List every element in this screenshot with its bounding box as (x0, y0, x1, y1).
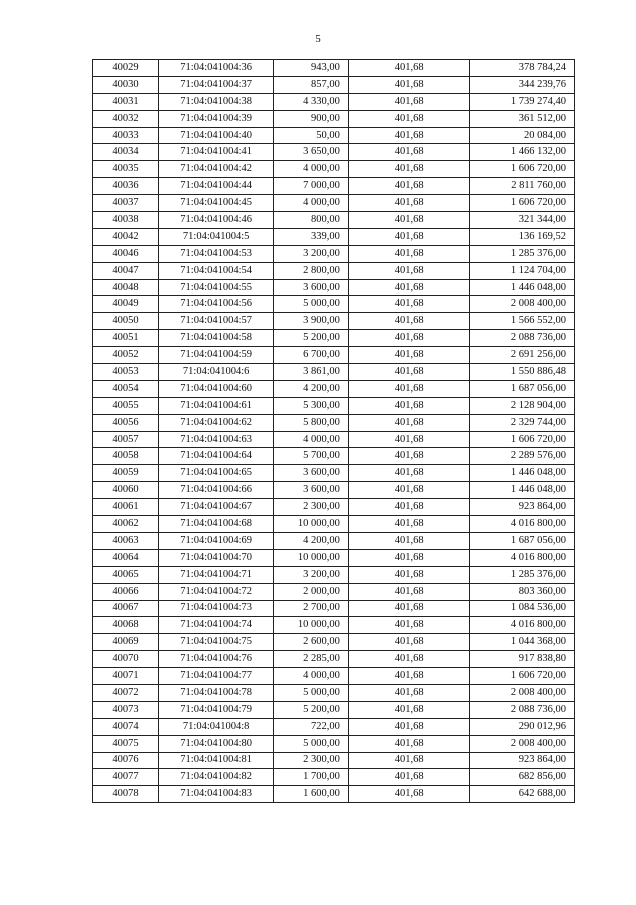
cell-rate: 401,68 (348, 634, 470, 651)
cell-area: 857,00 (274, 76, 349, 93)
cell-cadastral-number: 71:04:041004:79 (159, 701, 274, 718)
cell-area: 800,00 (274, 212, 349, 229)
table-row (93, 262, 575, 279)
table-row (93, 651, 575, 668)
cell-id: 40035 (93, 161, 159, 178)
cell-total: 4 016 800,00 (470, 549, 575, 566)
cell-rate: 401,68 (348, 549, 470, 566)
cell-rate: 401,68 (348, 93, 470, 110)
cell-total: 20 084,00 (470, 127, 575, 144)
table-row (93, 482, 575, 499)
cell-id: 40062 (93, 516, 159, 533)
cell-cadastral-number: 71:04:041004:61 (159, 397, 274, 414)
cell-cadastral-number: 71:04:041004:6 (159, 364, 274, 381)
cell-area: 2 800,00 (274, 262, 349, 279)
cell-total: 923 864,00 (470, 499, 575, 516)
cell-total: 4 016 800,00 (470, 617, 575, 634)
cell-total: 2 329 744,00 (470, 414, 575, 431)
cell-rate: 401,68 (348, 347, 470, 364)
cell-rate: 401,68 (348, 668, 470, 685)
cell-area: 2 700,00 (274, 600, 349, 617)
cell-rate: 401,68 (348, 786, 470, 803)
cell-id: 40056 (93, 414, 159, 431)
cell-rate: 401,68 (348, 296, 470, 313)
cell-id: 40049 (93, 296, 159, 313)
table-row (93, 93, 575, 110)
cell-rate: 401,68 (348, 752, 470, 769)
table-row (93, 684, 575, 701)
cell-cadastral-number: 71:04:041004:8 (159, 718, 274, 735)
cell-id: 40078 (93, 786, 159, 803)
cell-cadastral-number: 71:04:041004:36 (159, 60, 274, 77)
cell-id: 40037 (93, 195, 159, 212)
cell-area: 5 300,00 (274, 397, 349, 414)
cell-area: 4 200,00 (274, 380, 349, 397)
cell-cadastral-number: 71:04:041004:59 (159, 347, 274, 364)
table-row (93, 735, 575, 752)
cell-total: 642 688,00 (470, 786, 575, 803)
cell-total: 1 285 376,00 (470, 245, 575, 262)
cell-area: 2 300,00 (274, 752, 349, 769)
cell-area: 3 900,00 (274, 313, 349, 330)
cell-id: 40076 (93, 752, 159, 769)
cell-id: 40077 (93, 769, 159, 786)
cell-total: 2 088 736,00 (470, 701, 575, 718)
table-row (93, 752, 575, 769)
cell-area: 3 200,00 (274, 245, 349, 262)
table-body (93, 60, 575, 803)
cell-cadastral-number: 71:04:041004:41 (159, 144, 274, 161)
cell-id: 40055 (93, 397, 159, 414)
cell-rate: 401,68 (348, 127, 470, 144)
cell-area: 943,00 (274, 60, 349, 77)
table-row (93, 414, 575, 431)
cell-id: 40033 (93, 127, 159, 144)
cell-total: 321 344,00 (470, 212, 575, 229)
cell-cadastral-number: 71:04:041004:76 (159, 651, 274, 668)
cell-cadastral-number: 71:04:041004:71 (159, 566, 274, 583)
cell-rate: 401,68 (348, 600, 470, 617)
table-row (93, 516, 575, 533)
cell-total: 361 512,00 (470, 110, 575, 127)
cell-rate: 401,68 (348, 482, 470, 499)
cell-id: 40053 (93, 364, 159, 381)
cell-rate: 401,68 (348, 161, 470, 178)
table-row (93, 347, 575, 364)
cell-cadastral-number: 71:04:041004:78 (159, 684, 274, 701)
table-row (93, 144, 575, 161)
cell-cadastral-number: 71:04:041004:54 (159, 262, 274, 279)
cell-total: 1 550 886,48 (470, 364, 575, 381)
cell-area: 2 000,00 (274, 583, 349, 600)
cell-area: 2 300,00 (274, 499, 349, 516)
cell-id: 40050 (93, 313, 159, 330)
cell-rate: 401,68 (348, 262, 470, 279)
cell-cadastral-number: 71:04:041004:67 (159, 499, 274, 516)
cell-rate: 401,68 (348, 245, 470, 262)
cell-area: 5 200,00 (274, 701, 349, 718)
cell-cadastral-number: 71:04:041004:44 (159, 178, 274, 195)
table-row (93, 76, 575, 93)
cell-cadastral-number: 71:04:041004:53 (159, 245, 274, 262)
cell-total: 2 088 736,00 (470, 330, 575, 347)
cell-total: 1 606 720,00 (470, 668, 575, 685)
cell-id: 40063 (93, 532, 159, 549)
table-row (93, 549, 575, 566)
cell-cadastral-number: 71:04:041004:65 (159, 465, 274, 482)
cell-total: 1 566 552,00 (470, 313, 575, 330)
cell-total: 1 606 720,00 (470, 431, 575, 448)
cell-area: 7 000,00 (274, 178, 349, 195)
cell-rate: 401,68 (348, 684, 470, 701)
cell-id: 40073 (93, 701, 159, 718)
cell-total: 1 124 704,00 (470, 262, 575, 279)
cell-id: 40059 (93, 465, 159, 482)
cell-area: 10 000,00 (274, 617, 349, 634)
cell-id: 40038 (93, 212, 159, 229)
cell-area: 3 200,00 (274, 566, 349, 583)
cell-total: 2 289 576,00 (470, 448, 575, 465)
cell-id: 40069 (93, 634, 159, 651)
cell-total: 1 285 376,00 (470, 566, 575, 583)
cell-area: 5 000,00 (274, 735, 349, 752)
table-row (93, 364, 575, 381)
cell-rate: 401,68 (348, 532, 470, 549)
table-row (93, 330, 575, 347)
cell-rate: 401,68 (348, 516, 470, 533)
cell-rate: 401,68 (348, 313, 470, 330)
table-row (93, 212, 575, 229)
cell-cadastral-number: 71:04:041004:70 (159, 549, 274, 566)
cell-id: 40042 (93, 228, 159, 245)
cell-rate: 401,68 (348, 195, 470, 212)
cell-total: 2 811 760,00 (470, 178, 575, 195)
cell-area: 4 000,00 (274, 431, 349, 448)
cell-rate: 401,68 (348, 499, 470, 516)
table-row (93, 465, 575, 482)
cell-id: 40046 (93, 245, 159, 262)
cell-cadastral-number: 71:04:041004:83 (159, 786, 274, 803)
cell-id: 40031 (93, 93, 159, 110)
cell-cadastral-number: 71:04:041004:74 (159, 617, 274, 634)
cell-cadastral-number: 71:04:041004:77 (159, 668, 274, 685)
cell-rate: 401,68 (348, 364, 470, 381)
table-row (93, 228, 575, 245)
cell-total: 136 169,52 (470, 228, 575, 245)
cell-area: 1 600,00 (274, 786, 349, 803)
cell-total: 1 687 056,00 (470, 532, 575, 549)
cell-cadastral-number: 71:04:041004:57 (159, 313, 274, 330)
cell-total: 2 128 904,00 (470, 397, 575, 414)
cell-id: 40071 (93, 668, 159, 685)
cell-area: 2 600,00 (274, 634, 349, 651)
cell-cadastral-number: 71:04:041004:64 (159, 448, 274, 465)
cell-rate: 401,68 (348, 330, 470, 347)
cell-cadastral-number: 71:04:041004:72 (159, 583, 274, 600)
cell-id: 40029 (93, 60, 159, 77)
cell-total: 2 008 400,00 (470, 684, 575, 701)
cell-id: 40048 (93, 279, 159, 296)
cell-total: 4 016 800,00 (470, 516, 575, 533)
table-row (93, 634, 575, 651)
cell-id: 40074 (93, 718, 159, 735)
cell-cadastral-number: 71:04:041004:75 (159, 634, 274, 651)
cell-total: 1 446 048,00 (470, 465, 575, 482)
table-row (93, 245, 575, 262)
cell-rate: 401,68 (348, 769, 470, 786)
cell-rate: 401,68 (348, 651, 470, 668)
cell-rate: 401,68 (348, 397, 470, 414)
table-row (93, 600, 575, 617)
cell-rate: 401,68 (348, 701, 470, 718)
table-row (93, 60, 575, 77)
table-row (93, 110, 575, 127)
cell-rate: 401,68 (348, 212, 470, 229)
cell-area: 4 330,00 (274, 93, 349, 110)
cell-id: 40070 (93, 651, 159, 668)
cell-area: 6 700,00 (274, 347, 349, 364)
cell-cadastral-number: 71:04:041004:69 (159, 532, 274, 549)
cell-area: 1 700,00 (274, 769, 349, 786)
cell-area: 3 861,00 (274, 364, 349, 381)
cell-cadastral-number: 71:04:041004:45 (159, 195, 274, 212)
cell-total: 290 012,96 (470, 718, 575, 735)
table-row (93, 313, 575, 330)
cell-rate: 401,68 (348, 380, 470, 397)
table-row (93, 617, 575, 634)
cell-id: 40030 (93, 76, 159, 93)
cell-total: 2 691 256,00 (470, 347, 575, 364)
cell-cadastral-number: 71:04:041004:46 (159, 212, 274, 229)
cell-total: 1 446 048,00 (470, 279, 575, 296)
table-row (93, 448, 575, 465)
cell-cadastral-number: 71:04:041004:62 (159, 414, 274, 431)
table-row (93, 195, 575, 212)
table-row (93, 769, 575, 786)
cell-area: 722,00 (274, 718, 349, 735)
registry-table (92, 59, 575, 803)
cell-area: 3 600,00 (274, 482, 349, 499)
cell-total: 2 008 400,00 (470, 735, 575, 752)
table-row (93, 786, 575, 803)
table-row (93, 701, 575, 718)
cell-rate: 401,68 (348, 76, 470, 93)
cell-cadastral-number: 71:04:041004:73 (159, 600, 274, 617)
table-row (93, 397, 575, 414)
cell-id: 40060 (93, 482, 159, 499)
cell-total: 1 084 536,00 (470, 600, 575, 617)
cell-area: 4 200,00 (274, 532, 349, 549)
cell-id: 40067 (93, 600, 159, 617)
cell-total: 682 856,00 (470, 769, 575, 786)
cell-total: 1 606 720,00 (470, 161, 575, 178)
cell-cadastral-number: 71:04:041004:66 (159, 482, 274, 499)
cell-cadastral-number: 71:04:041004:63 (159, 431, 274, 448)
cell-cadastral-number: 71:04:041004:39 (159, 110, 274, 127)
cell-cadastral-number: 71:04:041004:81 (159, 752, 274, 769)
cell-id: 40054 (93, 380, 159, 397)
cell-area: 50,00 (274, 127, 349, 144)
cell-cadastral-number: 71:04:041004:42 (159, 161, 274, 178)
cell-cadastral-number: 71:04:041004:40 (159, 127, 274, 144)
cell-id: 40047 (93, 262, 159, 279)
cell-total: 2 008 400,00 (470, 296, 575, 313)
cell-cadastral-number: 71:04:041004:38 (159, 93, 274, 110)
cell-area: 4 000,00 (274, 161, 349, 178)
cell-rate: 401,68 (348, 617, 470, 634)
cell-rate: 401,68 (348, 431, 470, 448)
cell-id: 40065 (93, 566, 159, 583)
cell-total: 378 784,24 (470, 60, 575, 77)
cell-area: 10 000,00 (274, 516, 349, 533)
cell-cadastral-number: 71:04:041004:58 (159, 330, 274, 347)
cell-area: 5 800,00 (274, 414, 349, 431)
cell-id: 40061 (93, 499, 159, 516)
cell-area: 3 600,00 (274, 465, 349, 482)
cell-cadastral-number: 71:04:041004:60 (159, 380, 274, 397)
cell-id: 40052 (93, 347, 159, 364)
cell-total: 923 864,00 (470, 752, 575, 769)
cell-total: 1 606 720,00 (470, 195, 575, 212)
cell-area: 900,00 (274, 110, 349, 127)
cell-area: 4 000,00 (274, 195, 349, 212)
table-row (93, 566, 575, 583)
cell-id: 40036 (93, 178, 159, 195)
cell-rate: 401,68 (348, 144, 470, 161)
cell-rate: 401,68 (348, 583, 470, 600)
cell-rate: 401,68 (348, 178, 470, 195)
cell-rate: 401,68 (348, 110, 470, 127)
table-row (93, 380, 575, 397)
cell-total: 1 739 274,40 (470, 93, 575, 110)
cell-id: 40032 (93, 110, 159, 127)
table-row (93, 178, 575, 195)
cell-id: 40058 (93, 448, 159, 465)
cell-total: 1 446 048,00 (470, 482, 575, 499)
cell-area: 5 000,00 (274, 296, 349, 313)
table-row (93, 499, 575, 516)
cell-total: 1 044 368,00 (470, 634, 575, 651)
cell-rate: 401,68 (348, 566, 470, 583)
cell-rate: 401,68 (348, 279, 470, 296)
cell-rate: 401,68 (348, 60, 470, 77)
cell-cadastral-number: 71:04:041004:82 (159, 769, 274, 786)
table-row (93, 279, 575, 296)
table-row (93, 668, 575, 685)
cell-area: 3 650,00 (274, 144, 349, 161)
cell-total: 1 466 132,00 (470, 144, 575, 161)
cell-id: 40051 (93, 330, 159, 347)
page-number: 5 (315, 33, 321, 45)
cell-rate: 401,68 (348, 718, 470, 735)
table-row (93, 431, 575, 448)
cell-total: 344 239,76 (470, 76, 575, 93)
cell-cadastral-number: 71:04:041004:56 (159, 296, 274, 313)
cell-cadastral-number: 71:04:041004:80 (159, 735, 274, 752)
table-row (93, 296, 575, 313)
cell-id: 40068 (93, 617, 159, 634)
cell-cadastral-number: 71:04:041004:55 (159, 279, 274, 296)
cell-id: 40075 (93, 735, 159, 752)
cell-area: 10 000,00 (274, 549, 349, 566)
cell-rate: 401,68 (348, 228, 470, 245)
cell-id: 40066 (93, 583, 159, 600)
cell-cadastral-number: 71:04:041004:37 (159, 76, 274, 93)
cell-id: 40034 (93, 144, 159, 161)
cell-rate: 401,68 (348, 465, 470, 482)
cell-id: 40072 (93, 684, 159, 701)
cell-area: 339,00 (274, 228, 349, 245)
table-row (93, 718, 575, 735)
cell-area: 5 700,00 (274, 448, 349, 465)
cell-total: 1 687 056,00 (470, 380, 575, 397)
cell-rate: 401,68 (348, 735, 470, 752)
cell-id: 40064 (93, 549, 159, 566)
cell-area: 2 285,00 (274, 651, 349, 668)
cell-cadastral-number: 71:04:041004:5 (159, 228, 274, 245)
cell-area: 3 600,00 (274, 279, 349, 296)
cell-total: 917 838,80 (470, 651, 575, 668)
cell-cadastral-number: 71:04:041004:68 (159, 516, 274, 533)
table-row (93, 127, 575, 144)
cell-area: 5 000,00 (274, 684, 349, 701)
table-row (93, 161, 575, 178)
cell-rate: 401,68 (348, 448, 470, 465)
table-row (93, 532, 575, 549)
cell-total: 803 360,00 (470, 583, 575, 600)
table-row (93, 583, 575, 600)
cell-area: 4 000,00 (274, 668, 349, 685)
cell-id: 40057 (93, 431, 159, 448)
cell-rate: 401,68 (348, 414, 470, 431)
cell-area: 5 200,00 (274, 330, 349, 347)
